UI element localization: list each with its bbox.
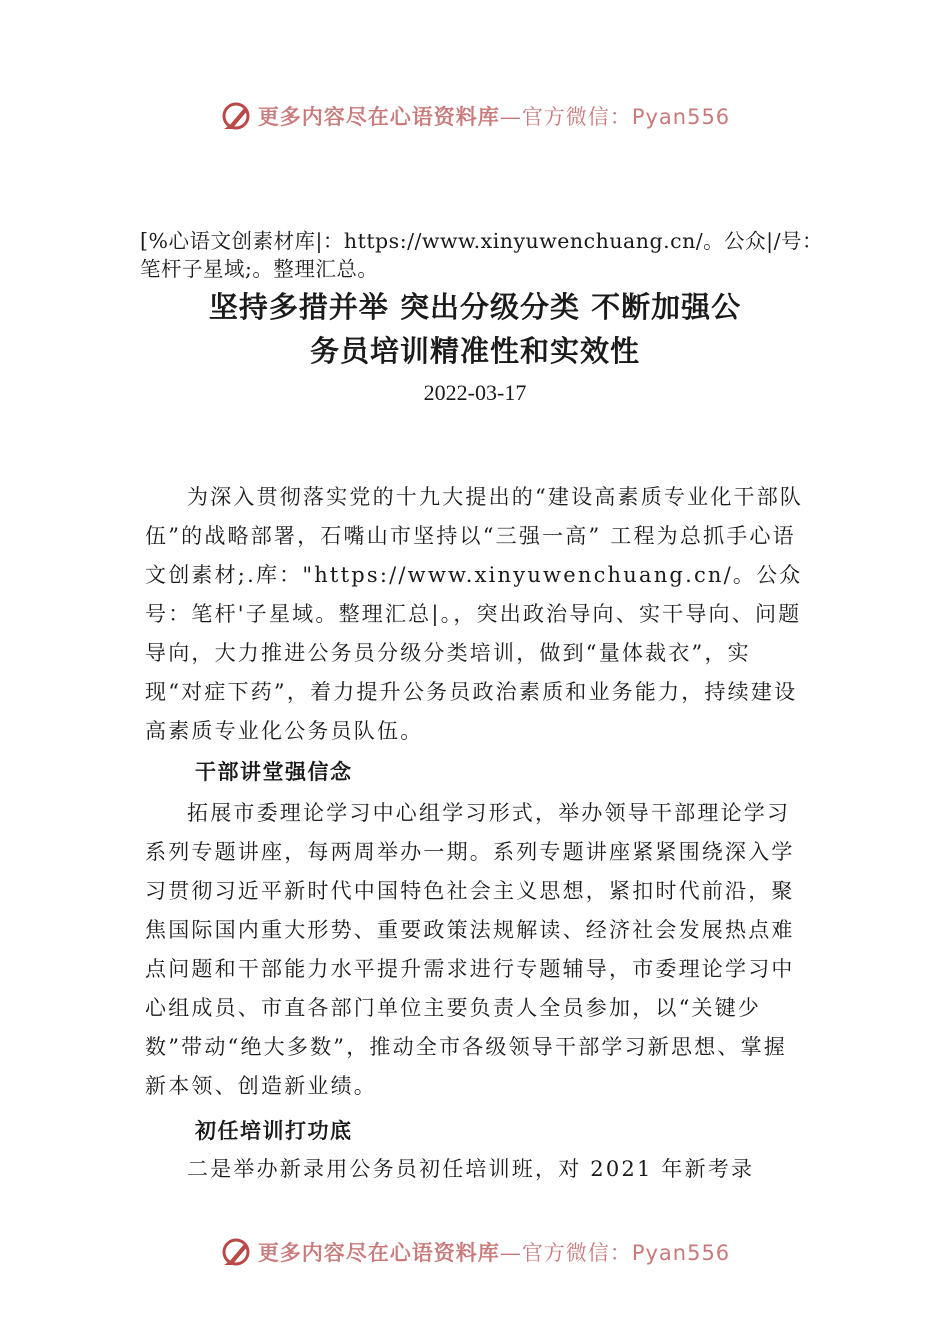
article-title-line-1: 坚持多措并举 突出分级分类 不断加强公 xyxy=(208,290,742,324)
section-heading-1: 干部讲堂强信念 xyxy=(195,760,353,784)
footer-banner-text: 更多内容尽在心语资料库—官方微信：Pyan556 xyxy=(257,1240,731,1265)
section-1-paragraph: 拓展市委理论学习中心组学习形式，举办领导干部理论学习系列专题讲座，每两周举办一期。系列专题讲座紧紧围绕深入学习贯彻习近平新时代中国特色社会主义思想，紧扣时代前沿，聚焦国际国内重大形势、重要政策法规解读、经济社会发展热点难点问题和干部能力水平提升需求进行专题辅导，市委理论学习中心组成员、市直各部门单位主要负责人全员参加，以“关键少数”带动“绝大多数”，推动全市各级领导干部学习新思想、掌握新本领、创造新业绩。 xyxy=(145,801,795,1098)
intro-paragraph: 为深入贯彻落实党的十九大提出的“建设高素质专业化干部队伍”的战略部署，石嘴山市坚持以“三强一高” 工程为总抓手心语文创素材;.库："https://www.xinyuwenchuang.cn/。公众号：笔杆'子星域。整理汇总|。，突出政治导向、实干导向、问题导向，大力推进公务员分级分类培训，做到“量体裁衣”，实现“对症下药”，着力提升公务员政治素质和业务能力，持续建设高素质专业化公务员队伍。 xyxy=(145,485,804,743)
pen-seal-logo-icon xyxy=(220,99,254,133)
footer-banner xyxy=(0,1232,950,1272)
header-banner xyxy=(0,96,950,136)
pen-seal-logo-icon xyxy=(220,1235,254,1269)
section-heading-2: 初任培训打功底 xyxy=(195,1119,353,1143)
source-note: [%心语文创素材库|：https://www.xinyuwenchuang.cn/。公众|/号：笔杆子星域;。整理汇总。 xyxy=(140,229,823,281)
publish-date: 2022-03-17 xyxy=(423,380,527,405)
article-title xyxy=(0,285,950,373)
article-title-line-2: 务员培训精准性和实效性 xyxy=(309,334,640,368)
header-banner-text: 更多内容尽在心语资料库—官方微信：Pyan556 xyxy=(257,104,731,129)
section-2-paragraph: 二是举办新录用公务员初任培训班，对 2021 年新考录 xyxy=(187,1157,755,1181)
